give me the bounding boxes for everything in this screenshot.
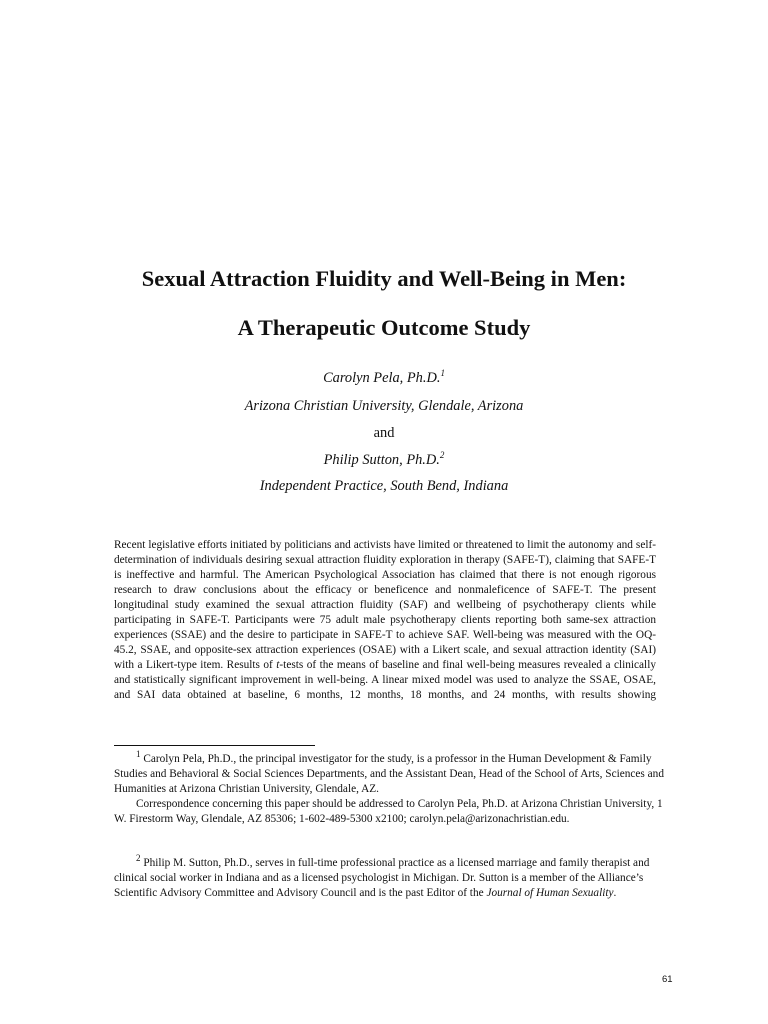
- footnote-2-journal-title: Journal of Human Sexuality: [486, 887, 614, 899]
- footnote-1-correspondence: Correspondence concerning this paper should be addressed to Carolyn Pela, Ph.D. at Arizona Christian University, 1 W. Firestorm Way, Glendale, AZ 85306; 1-602-489-5300 x2100; carolyn.pela@arizonachristian.edu.: [114, 798, 663, 825]
- footnote-2-end: .: [613, 887, 617, 899]
- affiliation-1: Arizona Christian University, Glendale, Arizona: [244, 398, 524, 414]
- author-2-name: Philip Sutton, Ph.D.: [323, 452, 440, 468]
- paper-title-line-1: Sexual Attraction Fluidity and Well-Being in Men:: [141, 266, 627, 291]
- author-1: [0, 369, 768, 387]
- abstract-text-part-1: Recent legislative efforts initiated by politicians and activists have limited or threatened to limit the autonomy and self-determination of individuals desiring sexual attraction fluidity exploration in therapy (SAFE-T), claiming that SAFE-T is ineffective and harmful. The American Psychological Association has claimed that there is not enough rigorous research to draw conclusions about the efficacy or beneficence and nonmaleficence of SAFE-T. The present longitudinal study examined the sexual attraction fluidity (SAF) and wellbeing of psychotherapy clients while participating in SAFE-T. Participants were 75 adult male psychotherapy clients reporting both same-sex attraction experiences (SSAE) and the desire to participate in SAFE-T to achieve SAF. Well-being was measured with the OQ-45.2, SSAE, and opposite-sex attraction experiences (OSAE) with a Likert scale, and sexual attraction identity (SAI) with a Likert-type item. Results of: [114, 539, 656, 671]
- footnote-2-mark: 2: [136, 853, 141, 864]
- footnote-1-mark: 1: [136, 749, 141, 760]
- abstract: [114, 538, 656, 703]
- footnote-2-text: Philip M. Sutton, Ph.D., serves in full-time professional practice as a licensed marriage and family therapist and clinical social worker in Indiana and as a licensed psychologist in Michigan. Dr. Sutton is a member of the Alliance’s Scientific Advisory Committee and Advisory Council and is the past Editor of the: [114, 857, 650, 899]
- footnote-2: [114, 853, 670, 901]
- footnote-1-text: Carolyn Pela, Ph.D., the principal investigator for the study, is a professor in the Human Development & Family Studies and Behavioral & Social Sciences Departments, and the Assistant Dean, Head of the School of Arts, Sciences and Humanities at Arizona Christian University, Glendale, AZ.: [114, 753, 664, 795]
- footnote-divider: [114, 745, 315, 746]
- author-1-name: Carolyn Pela, Ph.D.: [323, 370, 441, 386]
- footnote-2-paragraph: [114, 853, 670, 901]
- author-2: [0, 451, 768, 469]
- author-1-footnote-mark: 1: [440, 368, 445, 379]
- author-2-footnote-mark: 2: [439, 450, 445, 461]
- abstract-t-italic: t: [276, 659, 280, 671]
- abstract-text-part-2: -tests of the means of baseline and final well-being measures revealed a clinically and statistically significant improvement in well-being. A linear mixed model was used to analyze the SSAE, OSAE, and SAI data obtained at baseline, 6 months, 12 months, 18 months, and 24 months, with results showing: [114, 659, 656, 701]
- author-conjunction: and: [373, 425, 395, 441]
- paper-title-line-2: A Therapeutic Outcome Study: [237, 315, 531, 340]
- page-number: 61: [662, 974, 673, 985]
- affiliation-2: Independent Practice, South Bend, Indiana: [259, 478, 509, 494]
- footnote-1: [114, 749, 670, 827]
- footnote-1-paragraph: [114, 749, 670, 797]
